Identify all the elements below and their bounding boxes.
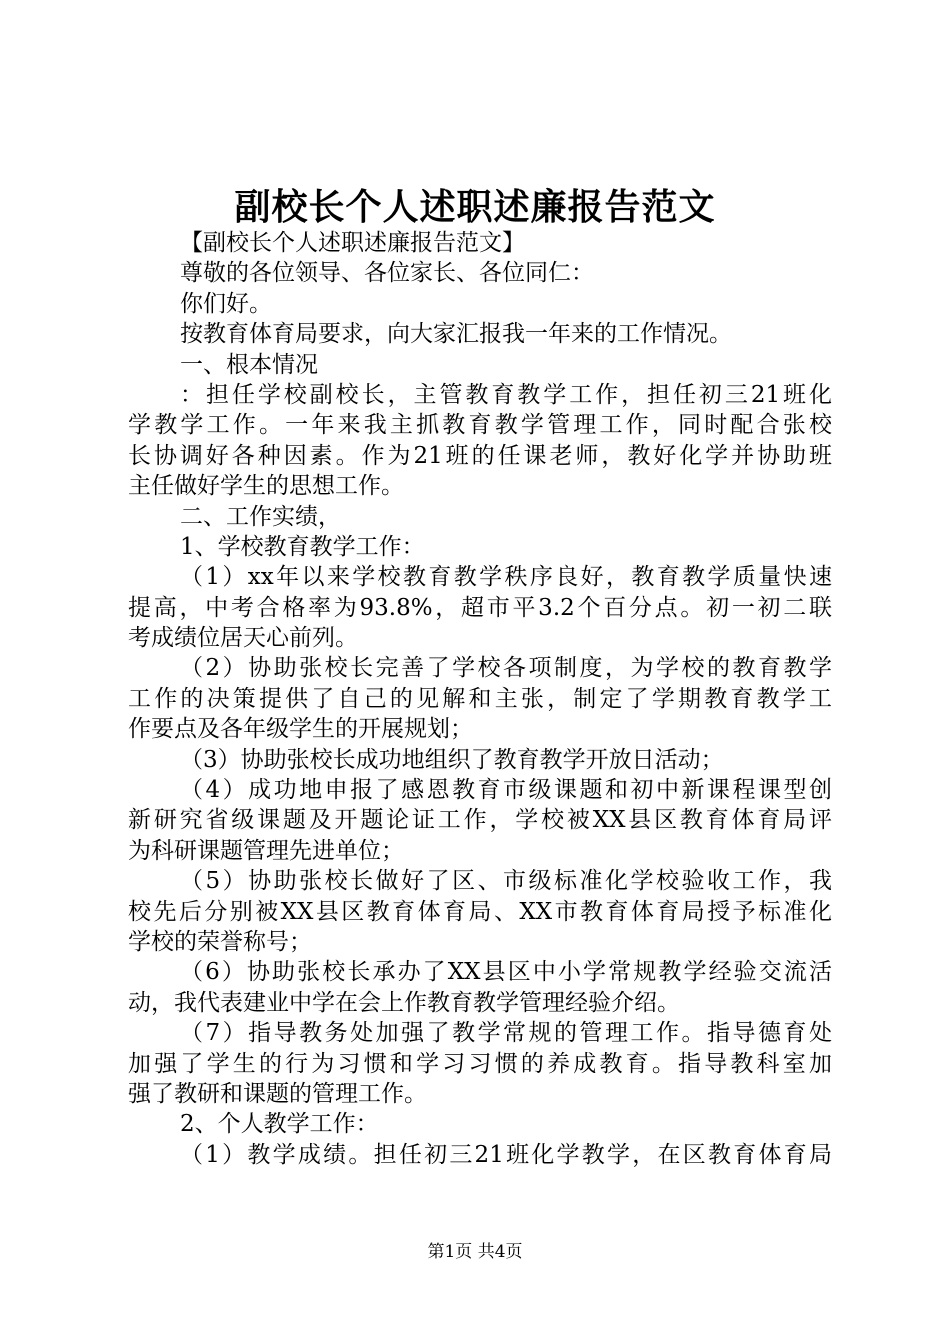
body-line: 长协调好各种因素。作为21班的任课老师，教好化学并协助班 [128,442,832,469]
body-line: 你们好。 [180,290,272,317]
body-line: 提高，中考合格率为93.8%，超市平3.2个百分点。初一初二联 [128,594,832,621]
body-line: （7）指导教务处加强了教学常规的管理工作。指导德育处 [180,1020,832,1047]
body-line: 2、个人教学工作： [180,1111,379,1138]
body-line: （3）协助张校长成功地组织了教育教学开放日活动； [180,746,724,773]
body-line: 尊敬的各位领导、各位家长、各位同仁： [180,260,594,287]
body-line: 动，我代表建业中学在会上作教育教学管理经验介绍。 [128,989,680,1016]
body-line: 加强了学生的行为习惯和学习习惯的养成教育。指导教科室加 [128,1050,832,1077]
body-line: （1）教学成绩。担任初三21班化学教学，在区教育体育局 [180,1141,832,1168]
body-line: 二、工作实绩， [180,503,341,530]
body-line: 按教育体育局要求，向大家汇报我一年来的工作情况。 [180,321,732,348]
page-footer: 第1页 共4页 [427,1242,523,1262]
body-line: 新研究省级课题及开题论证工作，学校被XX县区教育体育局评 [128,807,832,834]
body-line: 考成绩位居天心前列。 [128,625,358,652]
body-line: 一、根本情况 [180,351,318,378]
body-line: 强了教研和课题的管理工作。 [128,1080,427,1107]
body-line: 工作的决策提供了自己的见解和主张，制定了学期教育教学工 [128,685,832,712]
body-line: 【副校长个人述职述廉报告范文】 [180,230,525,256]
document-body [128,228,832,1170]
body-line: （1）xx年以来学校教育教学秩序良好，教育教学质量快速 [180,564,832,591]
body-line: 校先后分别被XX县区教育体育局、XX市教育体育局授予标准化 [128,898,832,925]
body-line: 学教学工作。一年来我主抓教育教学管理工作，同时配合张校 [128,412,832,439]
body-line: 1、学校教育教学工作： [180,533,425,560]
body-line: 学校的荣誉称号； [128,928,312,955]
body-line: （6）协助张校长承办了XX县区中小学常规教学经验交流活 [180,959,832,986]
body-line: （2）协助张校长完善了学校各项制度，为学校的教育教学 [180,655,832,682]
body-line: 作要点及各年级学生的开展规划； [128,716,473,743]
body-line: 主任做好学生的思想工作。 [128,473,404,500]
document-title: 副校长个人述职述廉报告范文 [234,186,716,228]
body-line: （5）协助张校长做好了区、市级标准化学校验收工作，我 [180,868,832,895]
body-line: 为科研课题管理先进单位； [128,837,404,864]
body-line: （4）成功地申报了感恩教育市级课题和初中新课程课型创 [180,777,832,804]
body-line: ：担任学校副校长，主管教育教学工作，担任初三21班化 [180,381,832,408]
